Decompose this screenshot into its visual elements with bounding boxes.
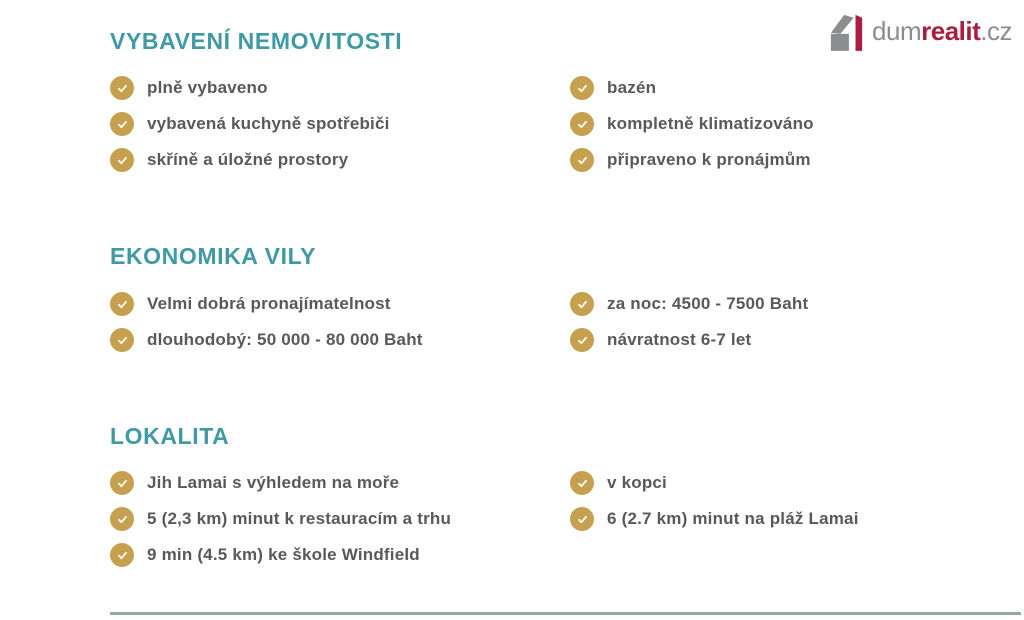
list-item-label: v kopci — [607, 473, 667, 492]
list-item-label: kompletně klimatizováno — [607, 114, 814, 133]
list-item — [110, 507, 451, 531]
check-icon — [110, 76, 134, 100]
list-item — [110, 112, 390, 136]
list-item — [570, 148, 814, 172]
list-item — [110, 76, 390, 100]
ekonomika-list-left — [110, 292, 423, 352]
list-item — [570, 76, 814, 100]
check-icon — [570, 76, 594, 100]
section-title-ekonomika: EKONOMIKA VILY — [110, 243, 317, 269]
ekonomika-list-right — [570, 292, 808, 352]
list-item — [570, 507, 859, 531]
list-item-label: návratnost 6-7 let — [607, 330, 752, 349]
check-icon — [110, 148, 134, 172]
lokalita-list-left — [110, 471, 451, 567]
dumrealit-building-icon — [829, 9, 865, 53]
check-icon — [570, 507, 594, 531]
list-item-label: bazén — [607, 78, 657, 97]
list-item-label: 9 min (4.5 km) ke škole Windfield — [147, 545, 420, 564]
check-icon — [110, 507, 134, 531]
section-title-vybaveni: VYBAVENÍ NEMOVITOSTI — [110, 28, 403, 54]
list-item-label: dlouhodobý: 50 000 - 80 000 Baht — [147, 330, 423, 349]
list-item-label: připraveno k pronájmům — [607, 150, 811, 169]
list-item — [570, 292, 808, 316]
bottom-divider — [110, 612, 1021, 615]
check-icon — [570, 471, 594, 495]
list-item-label: 6 (2.7 km) minut na pláž Lamai — [607, 509, 859, 528]
logo-realit: realit — [921, 15, 981, 46]
check-icon — [110, 543, 134, 567]
list-item-label: za noc: 4500 - 7500 Baht — [607, 294, 809, 313]
list-item-label: plně vybaveno — [147, 78, 268, 97]
dumrealit-logo[interactable] — [829, 9, 1012, 53]
check-icon — [110, 471, 134, 495]
list-item — [570, 112, 814, 136]
logo-dum: dum — [872, 15, 922, 46]
list-item — [110, 328, 423, 352]
list-item — [110, 543, 451, 567]
section-title-lokalita: LOKALITA — [110, 423, 230, 449]
list-item — [110, 471, 451, 495]
list-item-label: vybavená kuchyně spotřebiči — [147, 114, 390, 133]
check-icon — [570, 148, 594, 172]
check-icon — [110, 328, 134, 352]
list-item — [570, 328, 808, 352]
list-item — [110, 292, 423, 316]
list-item-label: Jih Lamai s výhledem na moře — [147, 473, 400, 492]
check-icon — [570, 328, 594, 352]
dumrealit-wordmark — [872, 16, 1012, 47]
list-item — [110, 148, 390, 172]
logo-cz: .cz — [980, 15, 1012, 46]
vybaveni-list-left — [110, 76, 390, 172]
list-item-label: 5 (2,3 km) minut k restauracím a trhu — [147, 509, 452, 528]
check-icon — [570, 292, 594, 316]
check-icon — [110, 292, 134, 316]
list-item-label: Velmi dobrá pronajímatelnost — [147, 294, 391, 313]
vybaveni-list-right — [570, 76, 814, 172]
list-item — [570, 471, 859, 495]
lokalita-list-right — [570, 471, 859, 531]
check-icon — [570, 112, 594, 136]
check-icon — [110, 112, 134, 136]
list-item-label: skříně a úložné prostory — [147, 150, 349, 169]
